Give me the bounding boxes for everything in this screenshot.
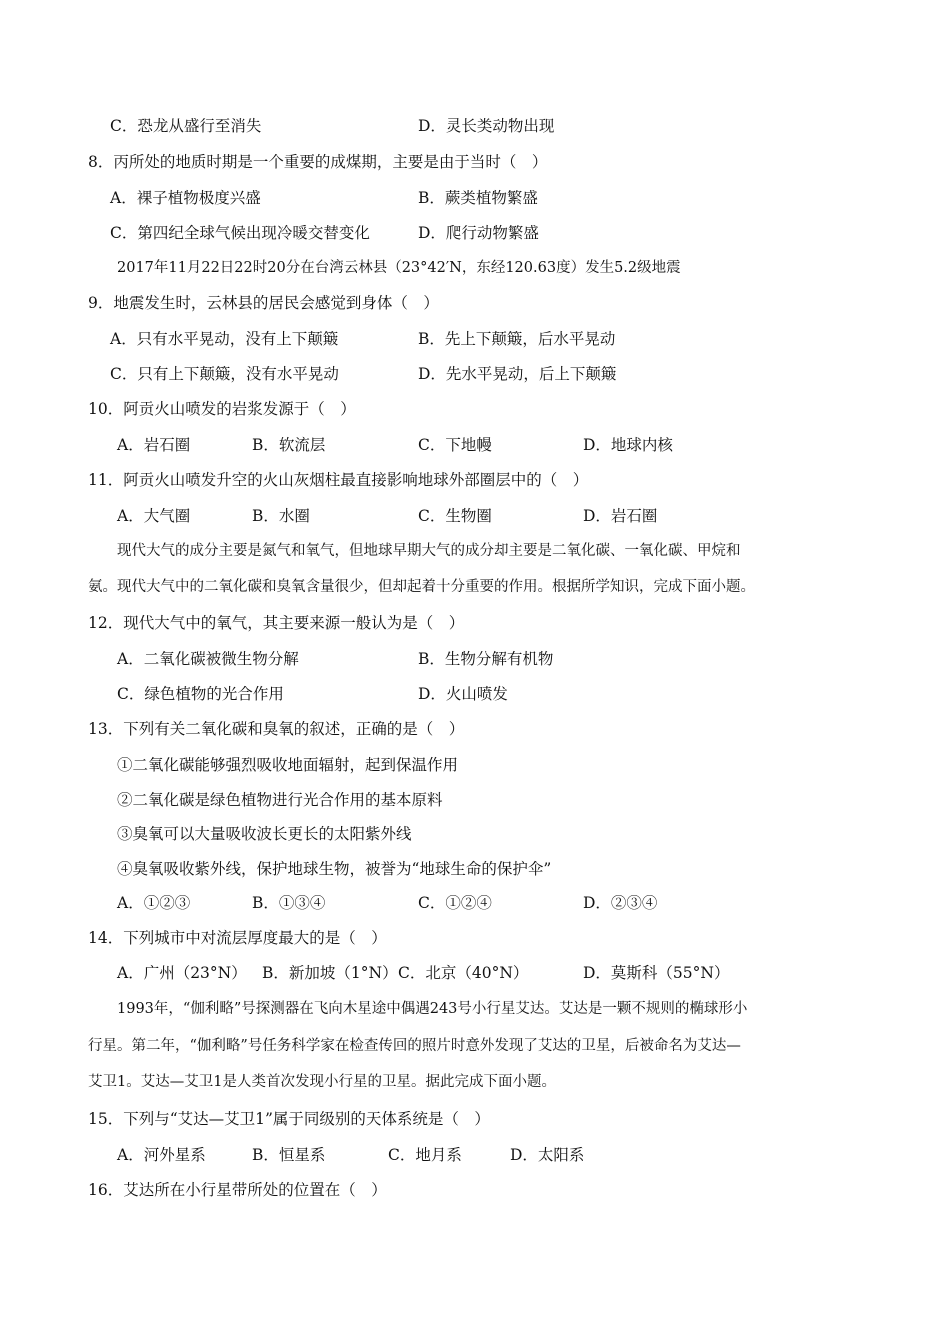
q15-option-a: A．河外星系 — [117, 1146, 206, 1164]
q14-option-c: C．北京（40°N） — [398, 964, 529, 982]
quake-intro: 2017年11月22日22时20分在台湾云林县（23°42′N，东经120.63度）发生5.2级地震 — [117, 260, 681, 276]
q13-option-c: C．①②④ — [418, 894, 492, 912]
q12-stem: 12．现代大气中的氧气，其主要来源一般认为是（ ） — [88, 614, 465, 632]
ida-intro-line-2: 行星。第二年，“伽利略”号任务科学家在检查传回的照片时意外发现了艾达的卫星，后被命名为艾达— — [88, 1038, 741, 1054]
q8-stem: 8．丙所处的地质时期是一个重要的成煤期，主要是由于当时（ ） — [88, 153, 548, 171]
q11-option-b: B．水圈 — [252, 507, 310, 525]
q14-option-a: A．广州（23°N） — [117, 964, 247, 982]
q13-option-a: A．①②③ — [117, 894, 191, 912]
q10-option-a: A．岩石圈 — [117, 436, 191, 454]
q12-option-b: B．生物分解有机物 — [418, 650, 554, 668]
q9-option-a: A．只有水平晃动，没有上下颠簸 — [110, 330, 339, 348]
q14-stem: 14．下列城市中对流层厚度最大的是（ ） — [88, 929, 387, 947]
q11-option-d: D．岩石圈 — [583, 507, 658, 525]
q13-statement-2: ②二氧化碳是绿色植物进行光合作用的基本原料 — [117, 791, 443, 809]
q11-option-c: C．生物圈 — [418, 507, 492, 525]
ida-intro-line-3: 艾卫1。艾达—艾卫1是人类首次发现小行星的卫星。据此完成下面小题。 — [88, 1074, 556, 1090]
q11-option-a: A．大气圈 — [117, 507, 191, 525]
q13-option-d: D．②③④ — [583, 894, 658, 912]
q9-option-b: B．先上下颠簸，后水平晃动 — [418, 330, 616, 348]
q13-statement-3: ③臭氧可以大量吸收波长更长的太阳紫外线 — [117, 825, 412, 843]
q9-stem: 9．地震发生时，云林县的居民会感觉到身体（ ） — [88, 294, 439, 312]
q8-option-a: A．裸子植物极度兴盛 — [110, 189, 261, 207]
q14-option-b: B．新加坡（1°N） — [262, 964, 398, 982]
q10-option-d: D．地球内核 — [583, 436, 673, 454]
q10-option-c: C．下地幔 — [418, 436, 492, 454]
q8-option-b: B．蕨类植物繁盛 — [418, 189, 538, 207]
atmos-intro-line-2: 氨。现代大气中的二氧化碳和臭氧含量很少，但却起着十分重要的作用。根据所学知识，完成下面小题。 — [88, 579, 755, 595]
q7-option-d: D．灵长类动物出现 — [418, 117, 555, 135]
atmos-intro-line-1: 现代大气的成分主要是氮气和氧气，但地球早期大气的成分却主要是二氧化碳、一氧化碳、甲烷和 — [117, 543, 741, 559]
q8-option-d: D．爬行动物繁盛 — [418, 224, 539, 242]
q15-stem: 15．下列与“艾达—艾卫1”属于同级别的天体系统是（ ） — [88, 1110, 490, 1128]
q9-option-c: C．只有上下颠簸，没有水平晃动 — [110, 365, 339, 383]
q12-option-a: A．二氧化碳被微生物分解 — [117, 650, 299, 668]
q11-stem: 11．阿贡火山喷发升空的火山灰烟柱最直接影响地球外部圈层中的（ ） — [88, 471, 589, 489]
q13-stem: 13．下列有关二氧化碳和臭氧的叙述，正确的是（ ） — [88, 720, 465, 738]
q12-option-c: C．绿色植物的光合作用 — [117, 685, 284, 703]
q15-option-b: B．恒星系 — [252, 1146, 326, 1164]
q12-option-d: D．火山喷发 — [418, 685, 508, 703]
q13-statement-1: ①二氧化碳能够强烈吸收地面辐射，起到保温作用 — [117, 756, 459, 774]
q9-option-d: D．先水平晃动，后上下颠簸 — [418, 365, 617, 383]
q10-option-b: B．软流层 — [252, 436, 326, 454]
ida-intro-line-1: 1993年，“伽利略”号探测器在飞向木星途中偶遇243号小行星艾达。艾达是一颗不规则的椭球形小 — [117, 1001, 748, 1017]
q7-option-c: C．恐龙从盛行至消失 — [110, 117, 262, 135]
q13-option-b: B．①③④ — [252, 894, 326, 912]
q14-option-d: D．莫斯科（55°N） — [583, 964, 730, 982]
q15-option-c: C．地月系 — [388, 1146, 462, 1164]
q15-option-d: D．太阳系 — [510, 1146, 585, 1164]
q13-statement-4: ④臭氧吸收紫外线，保护地球生物，被誉为“地球生命的保护伞” — [117, 860, 552, 878]
q10-stem: 10．阿贡火山喷发的岩浆发源于（ ） — [88, 400, 356, 418]
q8-option-c: C．第四纪全球气候出现冷暖交替变化 — [110, 224, 370, 242]
q16-stem: 16．艾达所在小行星带所处的位置在（ ） — [88, 1181, 387, 1199]
